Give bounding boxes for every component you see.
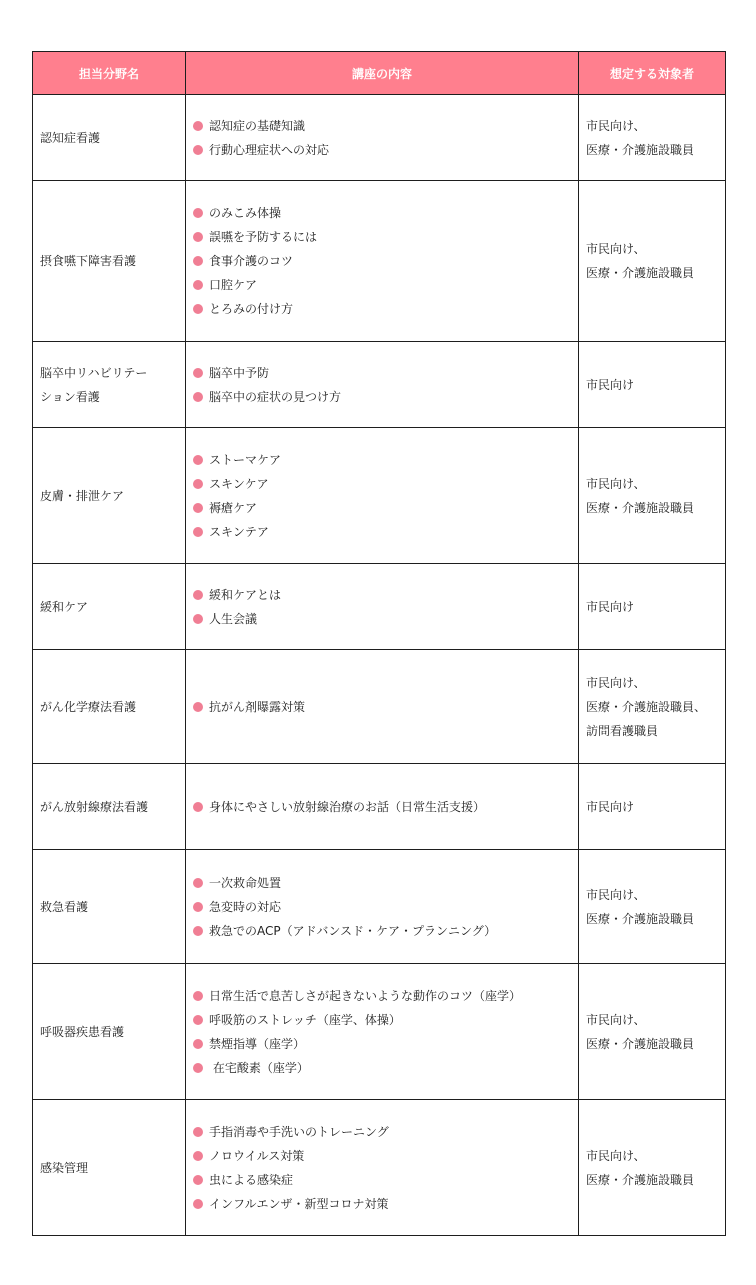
content-cell [186,564,579,650]
course-list [193,984,572,1080]
audience-line: 市民向け [586,377,635,392]
list-item [193,201,572,225]
header-content: 講座の内容 [186,52,579,95]
bullet-icon [193,392,203,402]
course-item-label: 認知症の基礎知識 [209,118,306,133]
bullet-icon [193,1175,203,1185]
course-item-label: 緩和ケアとは [209,587,282,602]
list-item [193,919,572,943]
course-list [193,448,572,544]
bullet-icon [193,280,203,290]
bullet-icon [193,1039,203,1049]
course-list [193,1120,572,1216]
field-name-line: がん化学療法看護 [40,699,137,714]
table-row [33,764,726,850]
list-item [193,361,572,385]
table-row [33,1100,726,1236]
audience-cell [579,181,726,342]
table-row [33,95,726,181]
audience-cell [579,1100,726,1236]
course-item-label: 脳卒中の症状の見つけ方 [209,389,342,404]
bullet-icon [193,902,203,912]
course-list [193,201,572,321]
bullet-icon [193,802,203,812]
bullet-icon [193,145,203,155]
audience-line: 医療・介護施設職員 [586,1036,695,1051]
course-item-label: 誤嚥を予防するには [209,230,318,244]
course-item-label: 急変時の対応 [209,899,282,914]
table-row [33,964,726,1100]
bullet-icon [193,1199,203,1209]
list-item [193,273,572,297]
field-cell [33,428,186,564]
course-item-label: ノロウイルス対策 [209,1148,305,1163]
content-cell [186,181,579,342]
table-row [33,850,726,964]
list-item [193,1168,572,1192]
course-item-label: 脳卒中予防 [209,365,270,380]
course-item-label: とろみの付け方 [209,302,294,316]
audience-line: 医療・介護施設職員、 [586,699,707,714]
bullet-icon [193,121,203,131]
list-item [193,225,572,249]
list-item [193,472,572,496]
bullet-icon [193,1127,203,1137]
field-cell [33,650,186,764]
audience-line: 市民向け、 [586,887,646,902]
audience-line: 市民向け、 [586,242,646,256]
list-item [193,249,572,273]
course-list [193,361,572,409]
bullet-icon [193,503,203,513]
list-item [193,1056,572,1080]
course-item-label: のみこみ体操 [209,206,282,220]
audience-cell [579,964,726,1100]
course-item-label: インフルエンザ・新型コロナ対策 [209,1196,389,1211]
field-name-line: 脳卒中リハビリテー [40,365,148,380]
table-row [33,564,726,650]
course-item-label: 行動心理症状への対応 [209,142,330,157]
course-item-label: 虫による感染症 [209,1172,294,1187]
audience-line: 医療・介護施設職員 [586,142,695,157]
audience-line: 市民向け、 [586,1148,646,1163]
audience-cell [579,764,726,850]
list-item [193,297,572,321]
audience-cell [579,564,726,650]
list-item [193,114,572,138]
field-cell [33,964,186,1100]
audience-cell [579,342,726,428]
audience-cell [579,650,726,764]
course-item-label: 食事介護のコツ [209,254,294,268]
bullet-icon [193,614,203,624]
list-item [193,984,572,1008]
bullet-icon [193,256,203,266]
content-cell [186,650,579,764]
audience-line: 訪問看護職員 [586,723,659,738]
list-item [193,1120,572,1144]
course-item-label: 一次救命処置 [209,875,282,890]
list-item [193,1032,572,1056]
content-cell [186,342,579,428]
audience-line: 医療・介護施設職員 [586,266,695,280]
course-item-label: 呼吸筋のストレッチ（座学、体操） [209,1012,401,1027]
list-item [193,1144,572,1168]
field-name-line: 認知症看護 [40,130,101,145]
list-item [193,583,572,607]
field-cell [33,342,186,428]
bullet-icon [193,479,203,489]
field-name-line: がん放射線療法看護 [40,799,149,814]
header-row [33,52,726,95]
course-list [193,871,572,943]
course-list [193,583,572,631]
list-item [193,1192,572,1216]
bullet-icon [193,702,203,712]
bullet-icon [193,1015,203,1025]
list-item [193,496,572,520]
list-item [193,895,572,919]
list-item [193,520,572,544]
course-item-label: 口腔ケア [209,278,258,292]
audience-line: 医療・介護施設職員 [586,911,695,926]
bullet-icon [193,208,203,218]
content-cell [186,1100,579,1236]
audience-line: 市民向け、 [586,675,646,690]
audience-line: 市民向け、 [586,476,646,491]
audience-line: 医療・介護施設職員 [586,1172,695,1187]
list-item [193,1008,572,1032]
content-cell [186,428,579,564]
bullet-icon [193,527,203,537]
field-name-line: 救急看護 [40,899,89,914]
field-name-line: 緩和ケア [40,599,89,614]
header-audience: 想定する対象者 [579,52,726,95]
list-item [193,448,572,472]
list-item [193,607,572,631]
content-cell [186,850,579,964]
audience-line: 医療・介護施設職員 [586,500,695,515]
table-row [33,428,726,564]
course-list [193,114,572,162]
list-item [193,795,572,819]
field-name-line: ション看護 [40,389,100,404]
field-name-line: 摂食嚥下障害看護 [40,254,137,268]
audience-line: 市民向け、 [586,1012,646,1027]
field-name-line: 皮膚・排泄ケア [40,488,125,503]
content-cell [186,95,579,181]
course-item-label: ストーマケア [209,452,282,467]
bullet-icon [193,926,203,936]
course-item-label: スキンテア [209,524,269,539]
bullet-icon [193,368,203,378]
course-item-label: 人生会議 [209,611,258,626]
course-item-label: 日常生活で息苦しさが起きないような動作のコツ（座学） [209,988,522,1003]
audience-cell [579,95,726,181]
list-item [193,385,572,409]
course-table [32,51,726,1236]
bullet-icon [193,1063,203,1073]
content-cell [186,964,579,1100]
audience-cell [579,428,726,564]
course-list [193,695,572,719]
course-item-label: スキンケア [209,476,269,491]
bullet-icon [193,590,203,600]
table-row [33,650,726,764]
header-field: 担当分野名 [33,52,186,95]
bullet-icon [193,304,203,314]
audience-line: 市民向け [586,799,635,814]
table-row [33,342,726,428]
list-item [193,138,572,162]
course-item-label: 在宅酸素（座学） [209,1060,309,1075]
audience-line: 市民向け [586,599,635,614]
course-item-label: 褥瘡ケア [209,500,258,515]
field-name-line: 呼吸器疾患看護 [40,1024,125,1039]
bullet-icon [193,455,203,465]
bullet-icon [193,232,203,242]
audience-line: 市民向け、 [586,118,646,133]
bullet-icon [193,991,203,1001]
audience-cell [579,850,726,964]
field-cell [33,181,186,342]
field-cell [33,850,186,964]
field-cell [33,564,186,650]
bullet-icon [193,1151,203,1161]
field-cell [33,1100,186,1236]
course-list [193,795,572,819]
table-row [33,181,726,342]
list-item [193,695,572,719]
field-name-line: 感染管理 [40,1160,89,1175]
content-cell [186,764,579,850]
bullet-icon [193,878,203,888]
field-cell [33,95,186,181]
course-item-label: 抗がん剤曝露対策 [209,699,306,714]
course-item-label: 身体にやさしい放射線治療のお話（日常生活支援） [209,799,486,814]
course-item-label: 手指消毒や手洗いのトレーニング [209,1124,389,1139]
list-item [193,871,572,895]
course-item-label: 救急でのACP（アドバンスド・ケア・プランニング） [209,923,497,938]
course-item-label: 禁煙指導（座学） [209,1036,306,1051]
field-cell [33,764,186,850]
